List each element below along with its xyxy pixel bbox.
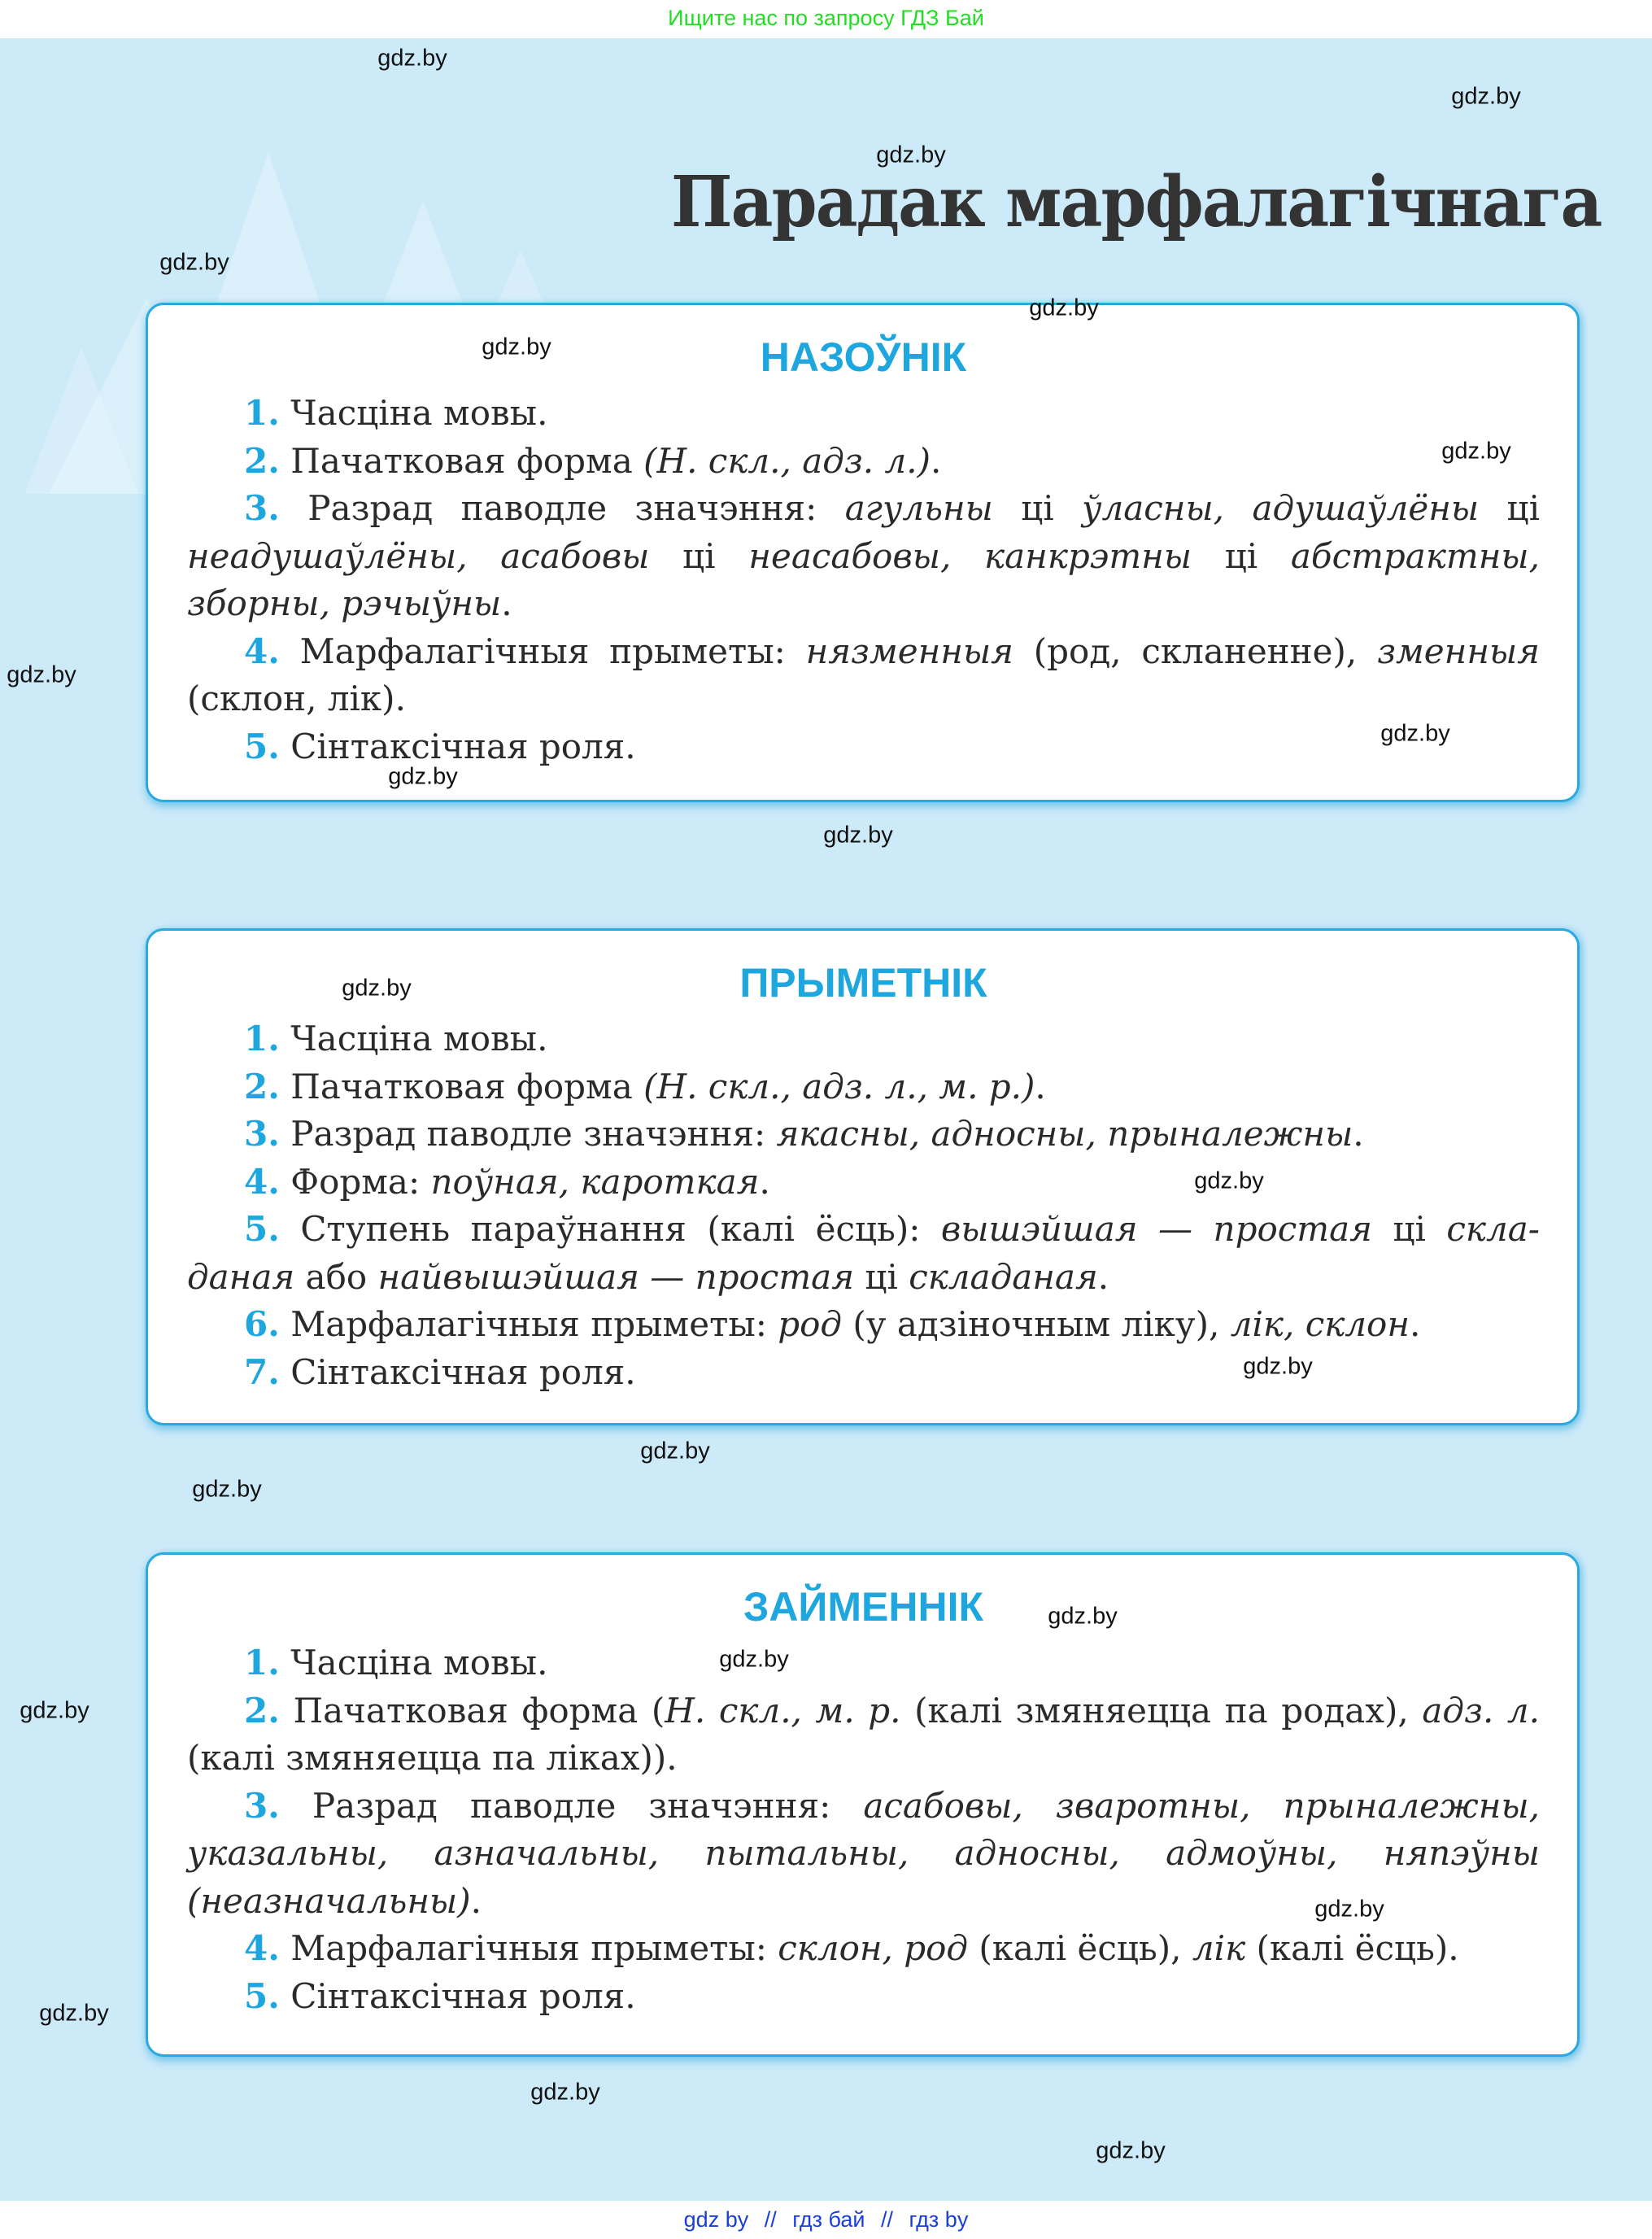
- item-text: ці: [854, 1256, 909, 1297]
- item-text: або: [294, 1256, 378, 1297]
- item-text: .: [1410, 1304, 1421, 1344]
- footer-links: [0, 2201, 1652, 2239]
- item-text: Сінтаксічная роля.: [279, 726, 636, 766]
- item-text: Разрад паводле значэння:: [279, 1114, 777, 1154]
- list-item: [187, 628, 1540, 723]
- item-number: 1.: [244, 393, 280, 433]
- watermark: gdz.by: [823, 822, 893, 849]
- item-text: .: [1035, 1066, 1046, 1106]
- item-text-italic: род: [778, 1304, 843, 1344]
- item-text-italic: найвышэйшая — простая: [377, 1256, 855, 1297]
- item-text: Сінтаксічная роля.: [279, 1351, 636, 1392]
- watermark: gdz.by: [377, 45, 447, 72]
- item-text: Марфалагічныя прыметы:: [279, 631, 806, 671]
- list-item: [187, 1687, 1540, 1783]
- item-text-italic: (Н. скл., адз. л.): [643, 440, 931, 481]
- list-item: [187, 1349, 1540, 1397]
- item-number: 3.: [244, 1785, 280, 1826]
- footer-link-gdz-bai[interactable]: гдз бай: [792, 2207, 865, 2232]
- list-item: [187, 1063, 1540, 1111]
- footer-separator: //: [881, 2207, 894, 2232]
- watermark: gdz.by: [719, 1646, 789, 1673]
- watermark: gdz.by: [1451, 83, 1521, 110]
- top-banner: [0, 0, 1652, 38]
- item-text: ці: [1371, 1209, 1447, 1249]
- item-text-italic: абстрактны, зборны, рэчыўны: [187, 535, 1540, 623]
- item-text: .: [470, 1880, 482, 1921]
- item-text: Разрад паводле значэння:: [279, 488, 845, 528]
- item-text-italic: неасабовы, канкрэтны: [748, 535, 1192, 576]
- item-text: .: [759, 1161, 770, 1202]
- item-number: 1.: [244, 1643, 280, 1683]
- section-heading: НАЗОЎНІК: [760, 334, 967, 380]
- watermark: gdz.by: [1314, 1896, 1384, 1923]
- watermark: gdz.by: [1380, 720, 1450, 747]
- item-number: 3.: [244, 1114, 280, 1154]
- list-item: [187, 1925, 1540, 1973]
- item-text-italic: агульны: [844, 488, 993, 528]
- item-text-italic: неадушаўлёны, асабовы: [187, 535, 650, 576]
- item-text: .: [930, 440, 942, 481]
- watermark: gdz.by: [1441, 438, 1511, 465]
- item-text: Часціна мовы.: [279, 1643, 548, 1683]
- section-pronoun: [146, 1552, 1580, 2057]
- item-text: (у адзіночным ліку),: [842, 1304, 1231, 1344]
- item-number: 2.: [244, 1066, 280, 1106]
- watermark: gdz.by: [1048, 1603, 1118, 1630]
- watermark: gdz.by: [342, 975, 412, 1002]
- list-item: [187, 1159, 1540, 1207]
- item-text-italic: склон, род: [778, 1928, 969, 1968]
- list-item: [187, 1973, 1540, 2021]
- item-text-italic: складаная: [187, 1209, 1540, 1297]
- item-text: Пачатковая форма: [279, 1066, 644, 1106]
- item-text-italic: вышэйшая — простая: [940, 1209, 1372, 1249]
- watermark: gdz.by: [482, 334, 551, 360]
- item-text: (калі ёсць).: [1245, 1928, 1459, 1968]
- watermark: gdz.by: [388, 763, 458, 790]
- watermark: gdz.by: [876, 142, 946, 168]
- watermark: gdz.by: [159, 249, 229, 276]
- item-text: Сінтаксічная роля.: [279, 1975, 636, 2016]
- watermark: gdz.by: [192, 1476, 262, 1503]
- item-number: 2.: [244, 440, 280, 481]
- item-text: (род, скланенне),: [1013, 631, 1378, 671]
- list-item: [187, 1015, 1540, 1063]
- item-text: Марфалагічныя прыметы:: [279, 1928, 778, 1968]
- item-text-italic: лік: [1192, 1928, 1246, 1968]
- list-item: [187, 438, 1540, 486]
- watermark: gdz.by: [1096, 2137, 1166, 2164]
- section-heading: ПРЫМЕТНІК: [739, 960, 987, 1006]
- item-number: 3.: [244, 488, 280, 528]
- item-text-italic: асабовы, зваротны, прыналежны, указальны, азначальны, пытальны, адносны, адмоўны, няпэўны (неазначальны): [187, 1785, 1540, 1921]
- section-adjective: [146, 928, 1580, 1425]
- footer-link-gdz-by[interactable]: gdz by: [683, 2207, 749, 2232]
- watermark: gdz.by: [39, 2000, 109, 2027]
- item-text-italic: адз. л.: [1422, 1690, 1540, 1731]
- item-text: (склон, лік).: [187, 679, 406, 718]
- section-heading: ЗАЙМЕННІК: [743, 1584, 983, 1630]
- item-text: Часціна мовы.: [279, 393, 548, 433]
- item-text: ці: [992, 488, 1083, 528]
- list-item: [187, 1639, 1540, 1687]
- item-text-italic: (Н. скл., адз. л., м. р.): [643, 1066, 1035, 1106]
- item-number: 5.: [244, 1975, 280, 2016]
- item-number: 5.: [244, 1209, 280, 1249]
- list-item: [187, 485, 1540, 628]
- list-item: [187, 1111, 1540, 1159]
- watermark: gdz.by: [1029, 295, 1099, 321]
- item-text-italic: ўласны, адушаўлёны: [1082, 488, 1480, 528]
- watermark: gdz.by: [530, 2079, 600, 2106]
- item-number: 6.: [244, 1304, 280, 1344]
- item-text-italic: нязменныя: [805, 631, 1013, 671]
- section-noun: [146, 303, 1580, 802]
- watermark: gdz.by: [640, 1438, 710, 1464]
- item-text-italic: поўная, кароткая: [430, 1161, 760, 1202]
- item-text-italic: Н. скл., м. р.: [665, 1690, 901, 1731]
- item-text: Ступень параўнання (калі ёсць):: [279, 1209, 941, 1249]
- watermark: gdz.by: [7, 661, 76, 688]
- item-text: Форма:: [279, 1161, 431, 1202]
- item-text: .: [501, 583, 512, 623]
- item-text: (калі ёсць),: [968, 1928, 1192, 1968]
- watermark: gdz.by: [1194, 1168, 1264, 1194]
- item-number: 7.: [244, 1351, 280, 1392]
- top-banner-text: Ищите нас по запросу ГДЗ Бай: [668, 6, 984, 30]
- item-number: 4.: [244, 1928, 280, 1968]
- item-text: (калі змяняецца па ліках)).: [187, 1738, 678, 1778]
- item-text: (калі змяняецца па родах),: [900, 1690, 1423, 1731]
- item-text: Часціна мовы.: [279, 1019, 548, 1058]
- footer-separator: //: [764, 2207, 777, 2232]
- item-number: 1.: [244, 1019, 280, 1058]
- page-title: Парадак марфалагічнага: [671, 161, 1602, 243]
- item-text: Пачатковая форма (: [279, 1690, 665, 1731]
- item-text: .: [1097, 1256, 1109, 1297]
- item-text: ці: [1192, 535, 1291, 576]
- item-text: ці: [1479, 488, 1540, 528]
- item-text: Разрад паводле значэння:: [279, 1785, 864, 1826]
- item-number: 4.: [244, 631, 280, 671]
- watermark: gdz.by: [1243, 1353, 1313, 1380]
- item-number: 4.: [244, 1161, 280, 1202]
- item-text-italic: лік, склон: [1230, 1304, 1410, 1344]
- item-text: .: [1353, 1114, 1364, 1154]
- footer-link-gdz-by-2[interactable]: гдз by: [909, 2207, 969, 2232]
- item-text: Пачатковая форма: [279, 440, 644, 481]
- item-text: ці: [649, 535, 749, 576]
- list-item: [187, 1301, 1540, 1349]
- item-text-italic: складаная: [909, 1256, 1098, 1297]
- list-item: [187, 1206, 1540, 1301]
- item-text-italic: якасны, адносны, прыналежны: [776, 1114, 1353, 1154]
- watermark: gdz.by: [20, 1697, 89, 1724]
- item-text: Марфалагічныя прыметы:: [279, 1304, 778, 1344]
- list-item: [187, 390, 1540, 438]
- item-number: 5.: [244, 726, 280, 766]
- item-number: 2.: [244, 1690, 280, 1731]
- item-text-italic: зменныя: [1377, 631, 1540, 671]
